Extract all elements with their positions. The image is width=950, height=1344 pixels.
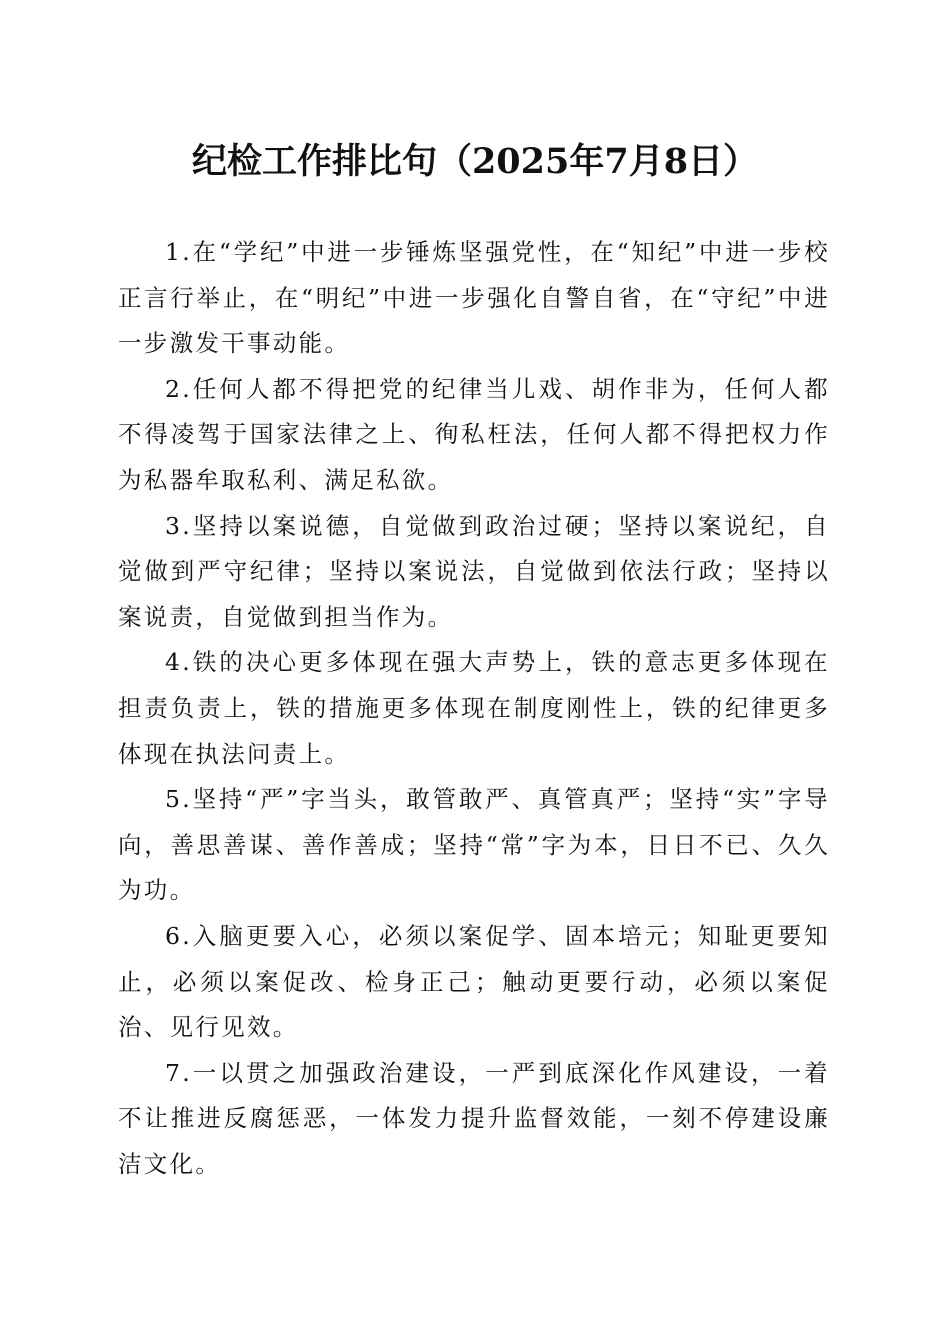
document-title: 纪检工作排比句（2025年7月8日） bbox=[191, 141, 759, 182]
paragraph-7: 7.一以贯之加强政治建设，一严到底深化作风建设，一着不让推进反腐惩恶，一体发力提升监督效能，一刻不停建设廉洁文化。 bbox=[118, 1058, 830, 1178]
paragraph-4: 4.铁的决心更多体现在强大声势上，铁的意志更多体现在担责负责上，铁的措施更多体现在制度刚性上，铁的纪律更多体现在执法问责上。 bbox=[118, 648, 830, 768]
paragraph-6: 6.入脑更要入心，必须以案促学、固本培元；知耻更要知止，必须以案促改、检身正己；触动更要行动，必须以案促治、见行见效。 bbox=[118, 921, 830, 1042]
paragraph-1: 1.在“学纪”中进一步锤炼坚强党性，在“知纪”中进一步校正言行举止，在“明纪”中进一步强化自警自省，在“守纪”中进一步激发干事动能。 bbox=[118, 238, 830, 358]
paragraph-5: 5.坚持“严”字当头，敢管敢严、真管真严；坚持“实”字导向，善思善谋、善作善成；坚持“常”字为本，日日不已、久久为功。 bbox=[118, 785, 830, 905]
paragraph-2: 2.任何人都不得把党的纪律当儿戏、胡作非为，任何人都不得凌驾于国家法律之上、徇私枉法，任何人都不得把权力作为私器牟取私利、满足私欲。 bbox=[118, 374, 830, 494]
document-body bbox=[118, 230, 830, 1187]
paragraph-3: 3.坚持以案说德，自觉做到政治过硬；坚持以案说纪，自觉做到严守纪律；坚持以案说法，自觉做到依法行政；坚持以案说责，自觉做到担当作为。 bbox=[118, 511, 830, 631]
